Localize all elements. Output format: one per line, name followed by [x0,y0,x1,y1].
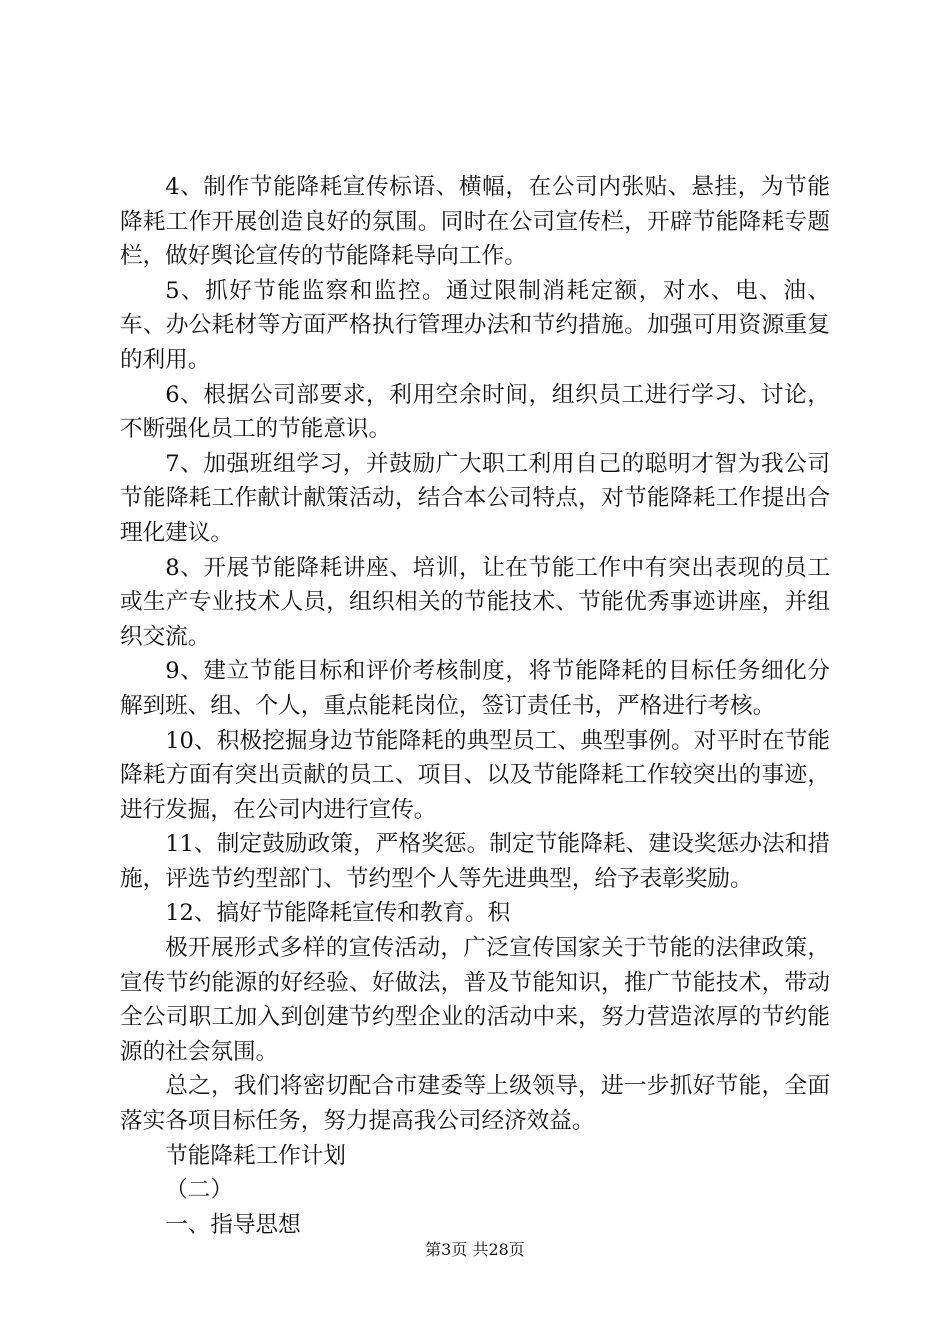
paragraph-item-9: 9、建立节能目标和评价考核制度，将节能降耗的目标任务细化分解到班、组、个人，重点能耗岗位，签订责任书，严格进行考核。 [120,658,830,719]
page-footer: 第3页 共28页 [425,1240,525,1259]
document-body [120,170,830,1242]
section-subtitle: （二） [165,1177,233,1204]
paragraph-item-5: 5、抓好节能监察和监控。通过限制消耗定额，对水、电、油、车、办公耗材等方面严格执行管理办法和节约措施。加强可用资源重复的利用。 [120,277,830,373]
paragraph-item-7: 7、加强班组学习，并鼓励广大职工利用自己的聪明才智为我公司节能降耗工作献计献策活动，结合本公司特点，对节能降耗工作提出合理化建议。 [120,450,830,546]
paragraph-item-6: 6、根据公司部要求，利用空余时间，组织员工进行学习、讨论，不断强化员工的节能意识。 [120,381,830,443]
paragraph-item-10: 10、积极挖掘身边节能降耗的典型员工、典型事例。对平时在节能降耗方面有突出贡献的员工、项目、以及节能降耗工作较突出的事迹，进行发掘，在公司内进行宣传。 [120,727,830,823]
section-heading: 一、指导思想 [165,1211,301,1238]
paragraph-item-11: 11、制定鼓励政策，严格奖惩。制定节能降耗、建设奖惩办法和措施，评选节约型部门、节约型个人等先进典型，给予表彰奖励。 [120,831,830,892]
paragraph-conclusion: 总之，我们将密切配合市建委等上级领导，进一步抓好节能，全面落实各项目标任务，努力提高我公司经济效益。 [120,1073,830,1135]
paragraph-item-12-continued: 极开展形式多样的宣传活动，广泛宣传国家关于节能的法律政策，宣传节约能源的好经验、好做法，普及节能知识，推广节能技术，带动全公司职工加入到创建节约型企业的活动中来，努力营造浓厚的节约能源的社会氛围。 [120,935,830,1065]
paragraph-item-12: 12、搞好节能降耗宣传和教育。积 [165,900,511,927]
section-title: 节能降耗工作计划 [165,1142,346,1169]
paragraph-item-8: 8、开展节能降耗讲座、培训，让在节能工作中有突出表现的员工或生产专业技术人员，组织相关的节能技术、节能优秀事迹讲座，并组织交流。 [120,554,830,650]
paragraph-item-4: 4、制作节能降耗宣传标语、横幅，在公司内张贴、悬挂，为节能降耗工作开展创造良好的氛围。同时在公司宣传栏，开辟节能降耗专题栏，做好舆论宣传的节能降耗导向工作。 [120,174,830,270]
